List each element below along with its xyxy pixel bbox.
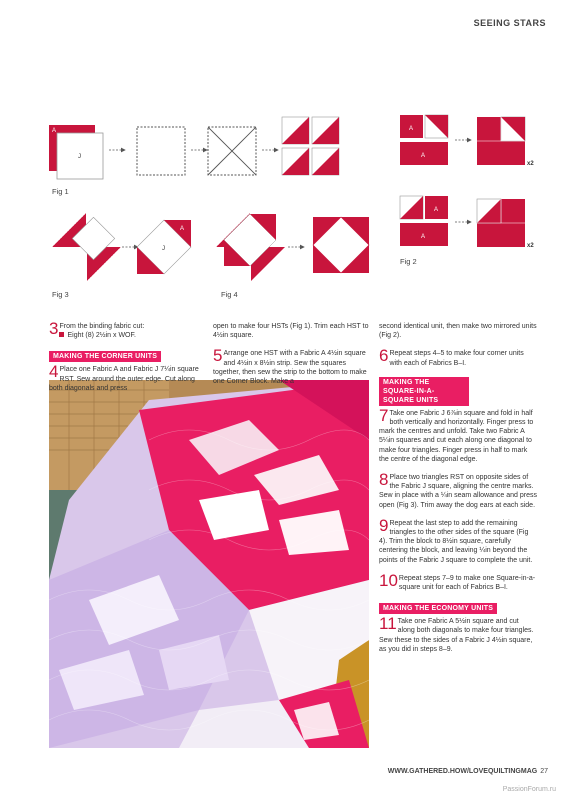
fig2-mirrored-pieces <box>400 196 448 246</box>
step-text: Place one Fabric A and Fabric J 7¼in square RST. Sew around the outer edge. Cut along both diagonals and press <box>49 366 199 392</box>
fig2-label: Fig 2 <box>400 257 417 266</box>
step-text: Repeat steps 7–9 to make one Square-in-a-square unit for each of Fabrics B–I. <box>398 574 536 592</box>
step-text: Repeat steps 4–5 to make four corner units with each of Fabrics B–I. <box>389 350 524 367</box>
step-4-continued <box>213 322 371 340</box>
step-4 <box>49 362 204 393</box>
quilt-photo <box>49 380 369 748</box>
fig4-triangles-pieces <box>216 213 285 281</box>
diagram-area <box>0 0 566 310</box>
fabric-a-label: A <box>52 128 57 134</box>
svg-text:A: A <box>409 126 414 132</box>
fig2-mirrored-block <box>477 199 525 247</box>
step-3 <box>49 319 204 340</box>
fig2-unit-pieces <box>400 115 448 165</box>
step-number: 9 <box>379 515 389 535</box>
step-5-continued <box>379 322 537 340</box>
fig4-square-in-a-square <box>313 217 369 273</box>
step-text: Take one Fabric J 6⅞in square and fold in half both vertically and horizontally. Finger press to mark the centres and unfold. Take two Fabric A 5¼in squares and cut each along one diagonal to make four triangles. Finger press in half to mark the centre of the diagonal edge. <box>379 409 534 463</box>
svg-text:J: J <box>162 246 165 252</box>
fig2-corner-block <box>477 117 525 165</box>
watermark: PassionForum.ru <box>502 786 556 793</box>
fig3-square-with-triangles <box>137 220 191 274</box>
fig3-label: Fig 3 <box>52 290 69 299</box>
step-text: Arrange one HST with a Fabric A 4½in square and 4½in x 8½in strip. Sew the squares together, then sew the strip to the bottom to make one Corner Block. Make a <box>213 350 367 386</box>
step-number: 4 <box>49 362 59 382</box>
page-footer <box>388 768 548 775</box>
section-heading-economy-units: MAKING THE ECONOMY UNITS <box>379 603 497 614</box>
svg-text:A: A <box>434 207 439 213</box>
svg-text:A: A <box>180 226 185 232</box>
svg-text:x2: x2 <box>527 243 534 249</box>
bullet-text: Eight (8) 2½in x WOF. <box>67 332 136 340</box>
section-heading-corner-units: MAKING THE CORNER UNITS <box>49 351 161 362</box>
page-number: 27 <box>540 768 548 775</box>
step-text: Repeat the last step to add the remaining triangles to the other sides of the square (Fig 4). Trim the block to 8½in square, carefully centering the block, and leaving ¼in beyond the points of the Fabric J square to complete the unit. <box>379 519 533 564</box>
text-column-2 <box>213 322 371 395</box>
step-8 <box>379 470 537 510</box>
fig3-triangles-pieces <box>52 213 121 281</box>
step-text: From the binding fabric cut: <box>59 323 145 330</box>
step-number: 8 <box>379 470 389 490</box>
step-5 <box>213 346 371 386</box>
fabric-j-label: J <box>78 154 81 160</box>
fig1-label: Fig 1 <box>52 187 69 196</box>
svg-text:A: A <box>421 153 426 159</box>
fig1-diagonal-cut-square <box>208 127 256 175</box>
bullet-square <box>59 332 64 337</box>
text-column-1 <box>49 319 204 402</box>
text-column-3 <box>379 322 537 663</box>
step-text: Place two triangles RST on opposite sides of the Fabric J square, aligning the centre marks. Sew in place with a ¼in seam allowance and press open (Fig 3). Trim away the dog ears at each side. <box>379 474 537 509</box>
svg-text:A: A <box>421 234 426 240</box>
step-text: open to make four HSTs (Fig 1). Trim each HST to 4½in square. <box>213 323 369 340</box>
step-text: second identical unit, then make two mirrored units (Fig 2). <box>379 323 537 340</box>
magazine-url: WWW.GATHERED.HOW/LOVEQUILTINGMAG <box>387 768 538 775</box>
step-7 <box>379 405 537 464</box>
fig4-label: Fig 4 <box>221 290 238 299</box>
step-number: 11 <box>379 614 397 634</box>
step-11 <box>379 614 537 654</box>
step-10 <box>379 570 537 592</box>
step-number: 5 <box>213 346 223 366</box>
magazine-section-title: SEEING STARS <box>473 18 546 28</box>
step-6 <box>379 346 537 367</box>
fig1-layered-squares <box>49 125 103 179</box>
step-9 <box>379 515 537 565</box>
fig1-four-hsts <box>282 117 339 175</box>
section-heading-square-in-a-square: MAKING THE SQUARE-IN-A-SQUARE UNITS <box>379 377 469 406</box>
step-text: Take one Fabric A 5½in square and cut along both diagonals to make four triangles. Sew these to the sides of a Fabric J 4½in square, as you did in steps 8–9. <box>379 618 534 653</box>
step-number: 3 <box>49 319 59 338</box>
times-two-label: x2 <box>527 161 534 167</box>
fig1-sewn-square <box>137 127 185 175</box>
step-number: 10 <box>379 570 398 590</box>
step-number: 7 <box>379 405 389 425</box>
step-number: 6 <box>379 346 389 366</box>
